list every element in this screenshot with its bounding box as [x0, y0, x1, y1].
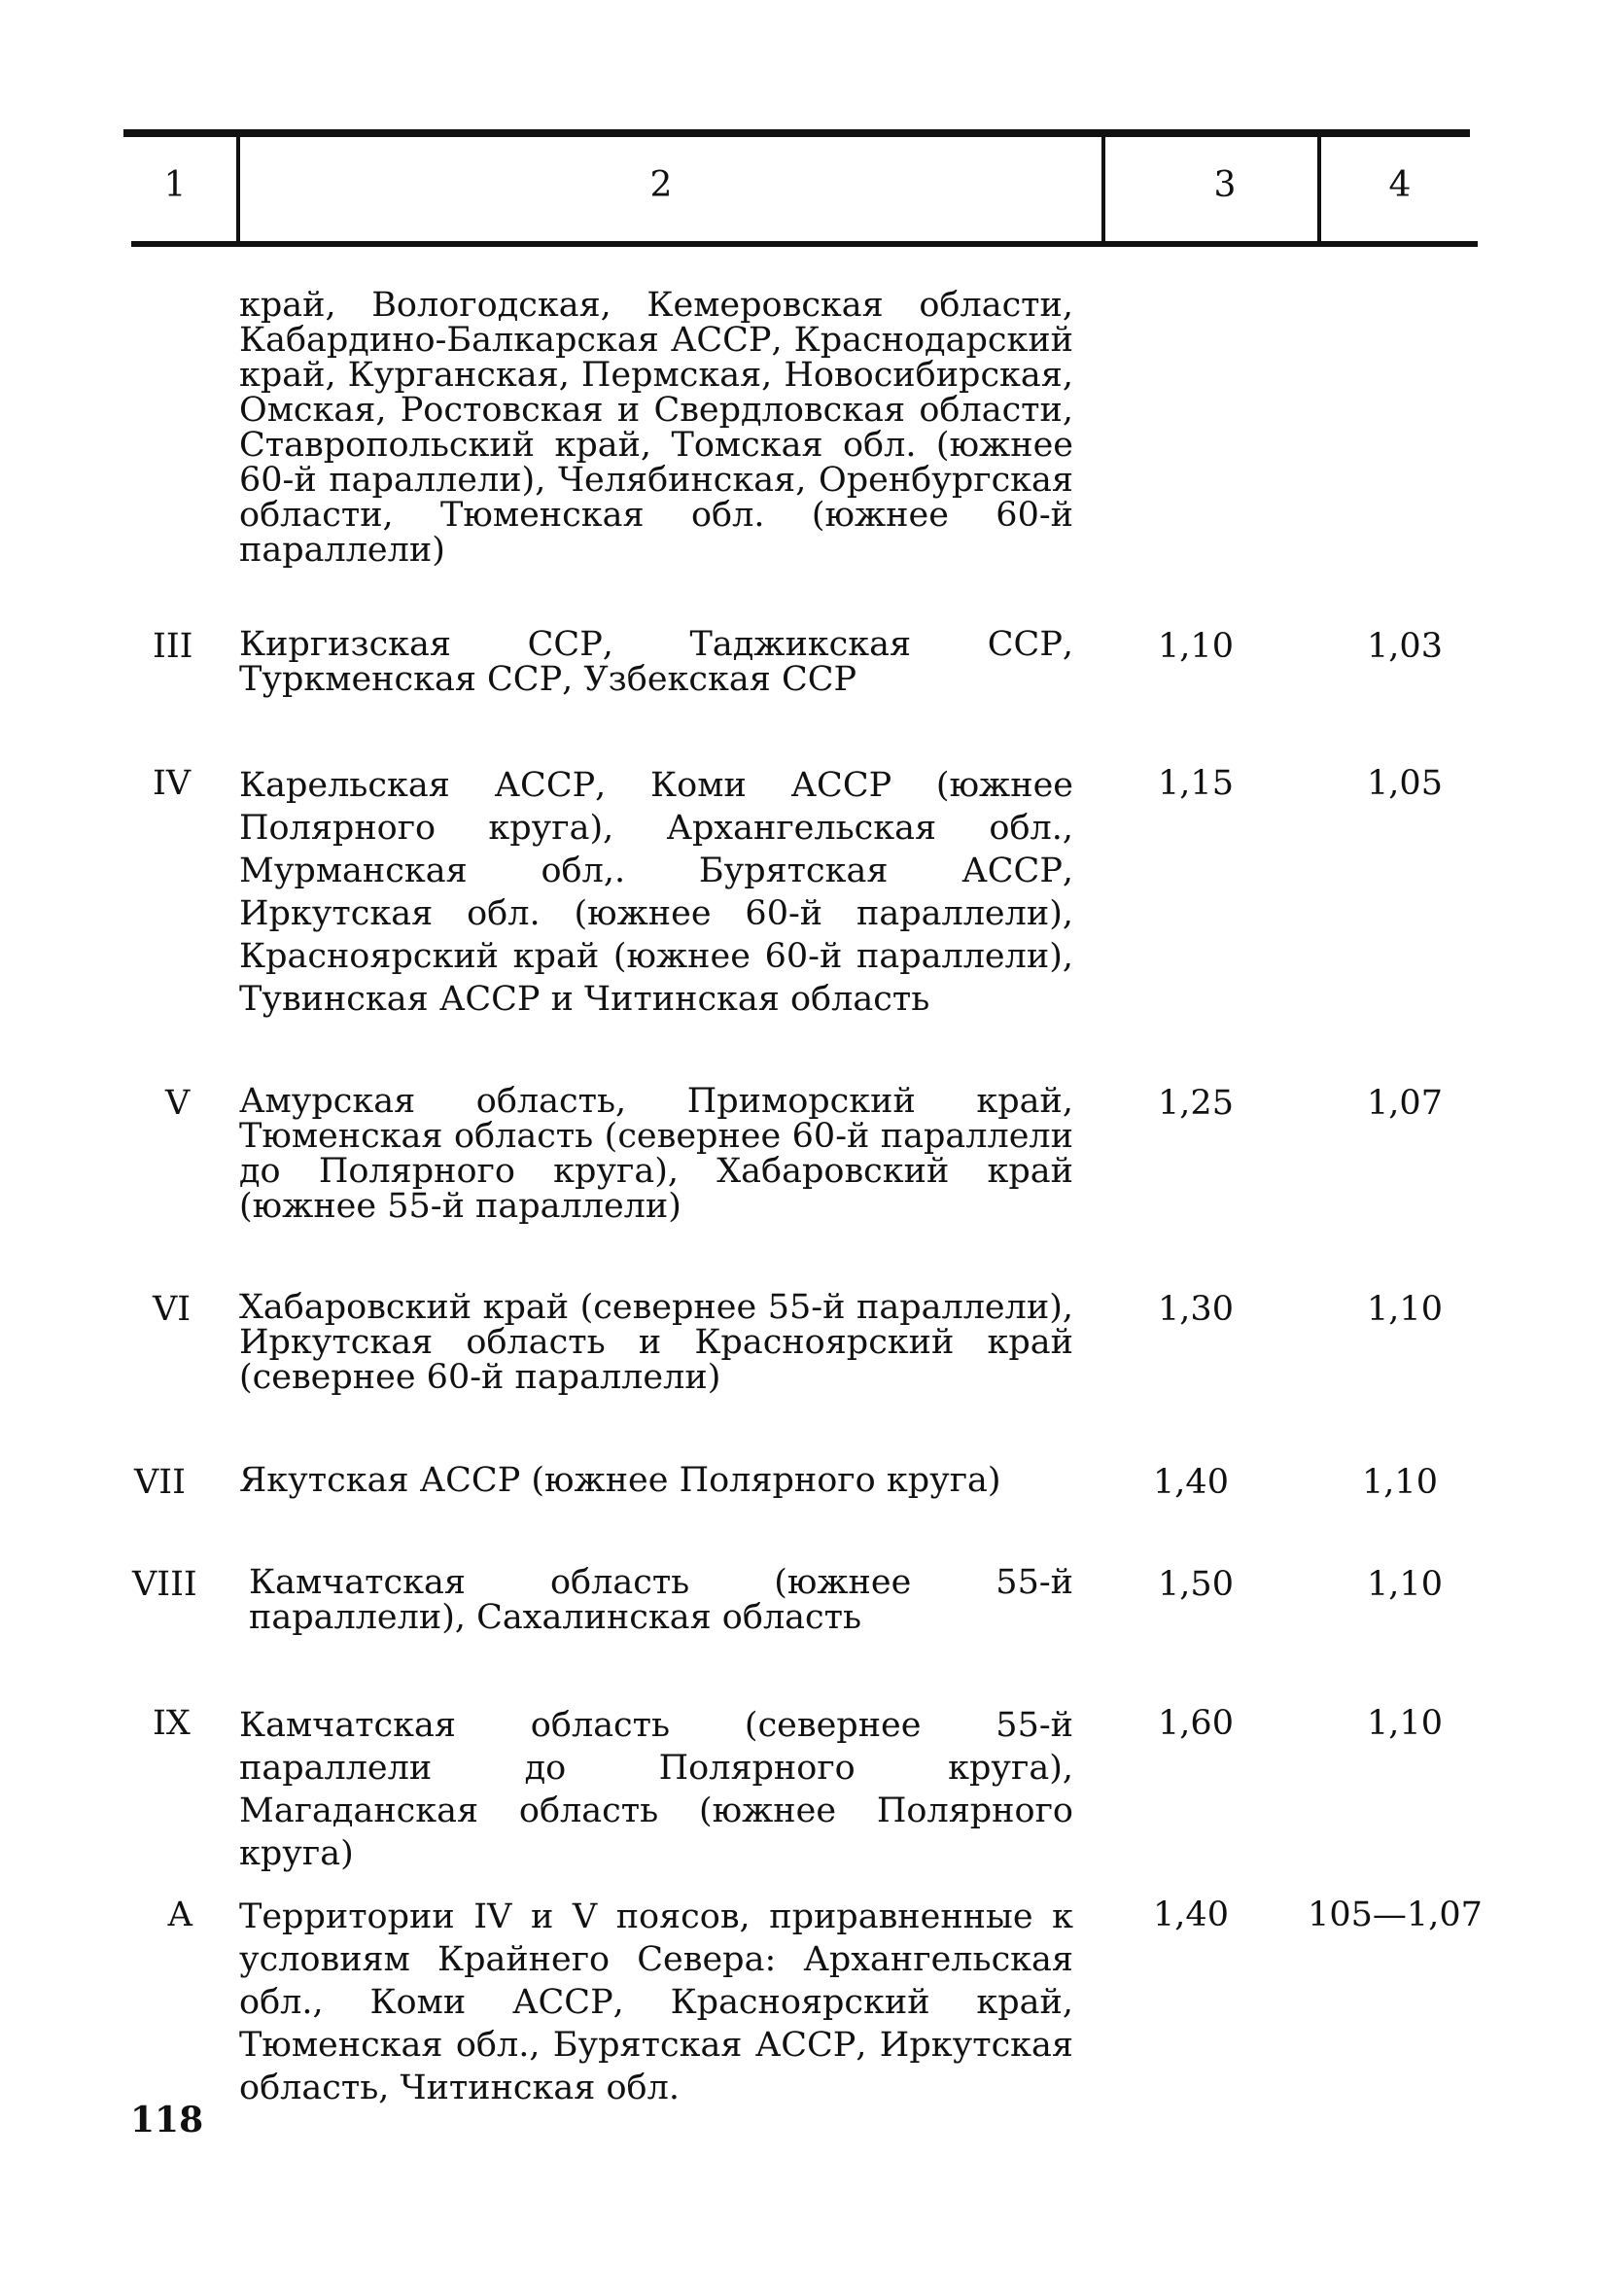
- zone-label: VIII: [132, 1565, 197, 1604]
- header-divider-2: [1101, 137, 1105, 242]
- header-col-4: 4: [1388, 165, 1412, 205]
- territory-text: Амурская область, Приморский край, Тюменская область (севернее 60-й параллели до Полярного круга), Хабаровский край (южнее 55-й параллели): [239, 1082, 1073, 1226]
- territory-text: Территории IV и V поясов, приравненные к условиям Крайнего Севера: Архангельская обл., Коми АССР, Красноярский край, Тюменская обл., Бурятская АССР, Иркутская область, Читинская обл.: [239, 1897, 1073, 2107]
- zone-label: V: [165, 1084, 191, 1123]
- coefficient-col4: 1,10: [1367, 1290, 1443, 1329]
- header-col-3: 3: [1213, 165, 1237, 205]
- territory-text: Якутская АССР (южнее Полярного круга): [239, 1461, 1001, 1500]
- coefficient-col4: 1,10: [1362, 1463, 1438, 1502]
- zone-label: А: [167, 1896, 193, 1934]
- header-divider-1: [236, 137, 240, 242]
- coefficient-col4: 1,10: [1367, 1565, 1443, 1604]
- continuation-text: край, Вологодская, Кемеровская области, Кабардино-Балкарская АССР, Краснодарский край, Курганская, Пермская, Новосибирская, Омская, Ростовская и Свердловская области, Ставропольский край, Томская обл. (южнее 60-й параллели), Челябинская, Оренбургская области, Тюменская обл. (южнее 60-й параллели): [239, 286, 1073, 570]
- header-divider-3: [1317, 137, 1321, 242]
- zone-label: IX: [153, 1704, 191, 1743]
- table-top-rule: [123, 129, 1470, 137]
- coefficient-col3: 1,40: [1153, 1463, 1229, 1502]
- coefficient-col4: 1,05: [1367, 764, 1443, 803]
- zone-label: VI: [153, 1290, 192, 1329]
- coefficient-col3: 1,60: [1158, 1704, 1234, 1743]
- coefficient-col3: 1,10: [1158, 627, 1234, 666]
- territory-text: Киргизская ССР, Таджикская ССР, Туркменская ССР, Узбекская ССР: [239, 625, 1073, 699]
- coefficient-col4: 1,07: [1367, 1084, 1443, 1123]
- table-header-rule: [131, 241, 1478, 247]
- zone-label: VII: [134, 1463, 186, 1502]
- coefficient-col3: 1,15: [1158, 764, 1234, 803]
- coefficient-col4: 1,10: [1367, 1704, 1443, 1743]
- coefficient-col4: 105—1,07: [1308, 1896, 1483, 1934]
- zone-label: III: [153, 627, 193, 666]
- header-col-1: 1: [163, 165, 187, 205]
- coefficient-col3: 1,50: [1158, 1565, 1234, 1604]
- coefficient-col3: 1,40: [1153, 1896, 1229, 1934]
- coefficient-col4: 1,03: [1367, 627, 1443, 666]
- territory-text: Камчатская область (южнее 55-й параллели), Сахалинская область: [249, 1563, 1073, 1637]
- territory-text: Хабаровский край (севернее 55-й параллели), Иркутская область и Красноярский край (севернее 60-й параллели): [239, 1288, 1073, 1397]
- coefficient-col3: 1,30: [1158, 1290, 1234, 1329]
- zone-label: IV: [153, 764, 192, 803]
- territory-text: Камчатская область (севернее 55-й параллели до Полярного круга), Магаданская область (южнее Полярного круга): [239, 1706, 1073, 1873]
- page-number: 118: [130, 2100, 204, 2140]
- territory-text: Карельская АССР, Коми АССР (южнее Полярного круга), Архангельская обл., Мурманская обл,. Бурятская АССР, Иркутская обл. (южнее 60-й параллели), Красноярский край (южнее 60-й параллели), Тувинская АССР и Читинская область: [239, 766, 1073, 1019]
- header-col-2: 2: [649, 165, 673, 205]
- coefficient-col3: 1,25: [1158, 1084, 1234, 1123]
